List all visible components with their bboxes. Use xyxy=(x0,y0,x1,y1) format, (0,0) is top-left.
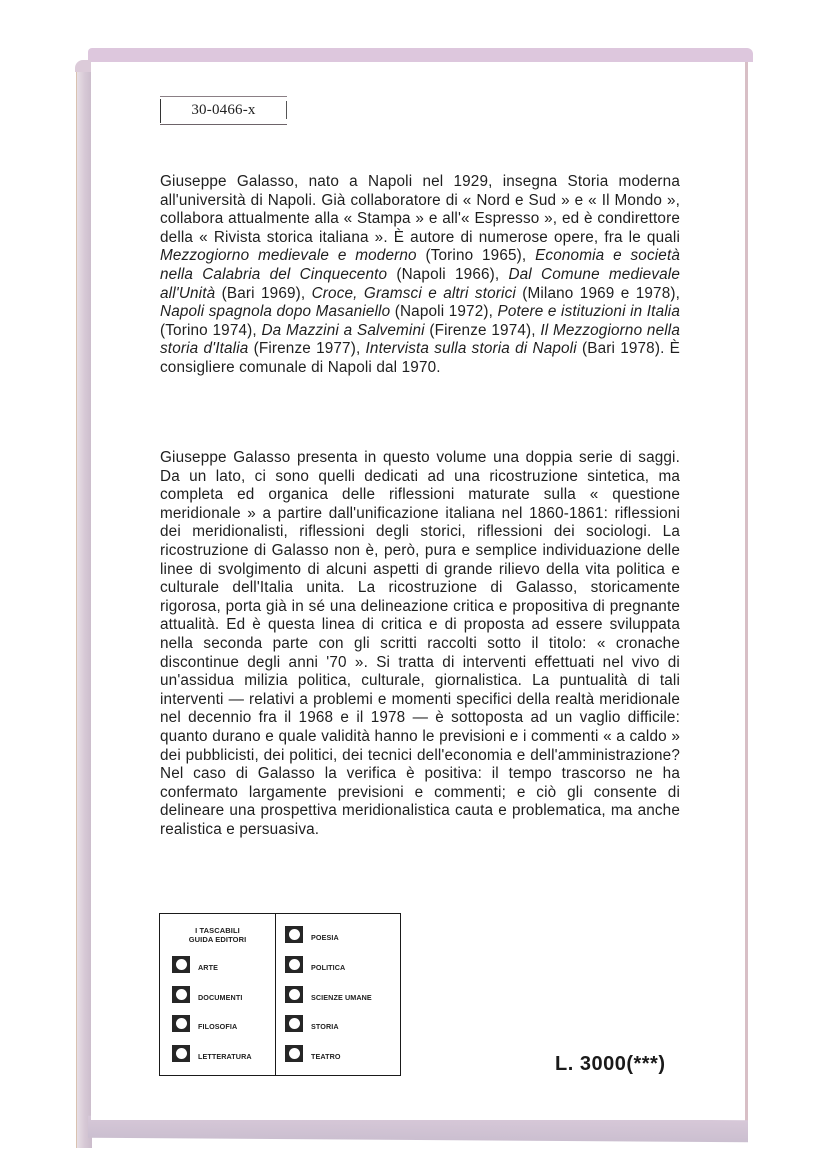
series-column-left xyxy=(160,914,276,1075)
code-box-left-rule xyxy=(160,99,161,123)
series-item-arte xyxy=(172,956,218,973)
book-spine-edge xyxy=(76,68,92,1148)
code-box-right-rule xyxy=(286,101,287,119)
price-label: L. 3000(***) xyxy=(555,1053,666,1075)
arte-logo-icon xyxy=(172,956,190,973)
bio-text: (Bari 1969), xyxy=(215,284,312,302)
book-title-italic: Da Mazzini a Salvemini xyxy=(261,321,425,339)
book-title-italic: Il Mezzogiorno nella storia d'Italia xyxy=(160,321,681,358)
bio-text: (Milano 1969 e 1978), xyxy=(515,284,680,302)
series-item-filosofia xyxy=(172,1015,237,1032)
series-item-teatro xyxy=(285,1045,341,1062)
book-title-italic: Potere e istituzioni in Italia xyxy=(497,303,680,321)
series-item-poesia xyxy=(285,926,339,943)
bio-text: (Napoli 1966), xyxy=(387,265,509,283)
catalog-code: 30-0466-x xyxy=(191,102,256,118)
book-title-italic: Dal Comune medievale all'Unità xyxy=(160,265,680,302)
bio-text: (Firenze 1977), xyxy=(248,340,366,358)
series-title xyxy=(160,926,275,944)
series-item-label: SCIENZE UMANE xyxy=(311,993,372,1002)
book-title-italic: Mezzogiorno medievale e moderno xyxy=(160,247,417,265)
book-right-edge xyxy=(745,62,748,1137)
series-item-label: FILOSOFIA xyxy=(198,1022,238,1031)
series-item-documenti xyxy=(172,986,242,1003)
catalog-code-box xyxy=(160,96,287,125)
letteratura-logo-icon xyxy=(172,1045,190,1062)
scienze-umane-logo-icon xyxy=(285,986,303,1003)
series-column-right xyxy=(276,914,400,1075)
series-item-letteratura xyxy=(172,1045,252,1062)
bio-text: (Firenze 1974), xyxy=(424,321,541,339)
book-cover-top-edge xyxy=(88,48,753,62)
storia-logo-icon xyxy=(285,1015,303,1032)
teatro-logo-icon xyxy=(285,1045,303,1062)
book-description-paragraph: Giuseppe Galasso presenta in questo volume una doppia serie di saggi. Da un lato, ci sono quelli dedicati ad una ricostruzione sintetica, ma completa ed organica delle riflessioni maturate sulla « questione meridionale » a partire dall'unificazione italiana nel 1860-1861: riflessioni dei meridionalisti, riflessioni degli storici, riflessioni dei sociologi. La ricostruzione di Galasso non è, però, pura e semplice individuazione delle linee di svolgimento di alcuni aspetti di grande rilievo della vita politica e culturale dell'Italia unita. La ricostruzione di Galasso, storicamente rigorosa, porta già in sé una delineazione critica e propositiva di pregnante attualità. Ed è questa linea di critica e di proposta ad essere sviluppata nella seconda parte con gli scritti raccolti sotto il titolo: « cronache discontinue degli anni '70 ». Si tratta di interventi effettuati nel vivo di un'assidua milizia politica, culturale, giornalistica. La puntualità di tali interventi — relativi a problemi e momenti specifici della realtà meridionale nel decennio fra il 1968 e il 1978 — è sottoposta ad un vaglio difficile: quanto durano e quale validità hanno le previsioni e i commenti « a caldo » dei pubblicisti, dei politici, dei tecnici dell'economia e dell'amministrazione? Nel caso di Galasso la verifica è positiva: il tempo trascorso ne ha confermato largamente previsioni e commenti; e ciò gli consente di delineare una prospettiva meridionalistica cauta e problematica, ma anche realistica e persuasiva. xyxy=(160,449,680,838)
series-title-line-1: I TASCABILI xyxy=(195,926,240,935)
book-title-italic: Napoli spagnola dopo Masaniello xyxy=(160,303,391,321)
filosofia-logo-icon xyxy=(172,1015,190,1032)
bio-text: Giuseppe Galasso, nato a Napoli nel 1929, insegna Storia moderna all'università di Napoli. Già collaboratore di « Nord e Sud » e « Il Mondo », collabora attualmente alla « Stampa » e all'« Espresso », ed è condirettore della « Rivista storica italiana ». È autore di numerose opere, fra le quali xyxy=(160,173,680,246)
bio-text: (Torino 1965), xyxy=(416,247,536,265)
documenti-logo-icon xyxy=(172,986,190,1003)
bio-text: (Napoli 1972), xyxy=(390,303,498,321)
series-item-storia xyxy=(285,1015,339,1032)
series-item-label: STORIA xyxy=(311,1022,339,1031)
series-list-box xyxy=(159,913,401,1076)
poesia-logo-icon xyxy=(285,926,303,943)
series-item-label: POLITICA xyxy=(311,963,346,972)
bio-text: (Bari 1978). È consigliere comunale di Napoli dal 1970. xyxy=(160,340,680,376)
book-title-italic: Intervista sulla storia di Napoli xyxy=(365,340,577,358)
politica-logo-icon xyxy=(285,956,303,973)
series-item-label: LETTERATURA xyxy=(198,1052,252,1061)
series-item-label: ARTE xyxy=(198,963,218,972)
series-item-label: TEATRO xyxy=(311,1052,341,1061)
book-title-italic: Croce, Gramsci e altri storici xyxy=(311,284,516,302)
series-title-line-2: GUIDA EDITORI xyxy=(188,935,247,944)
author-bio-paragraph xyxy=(160,173,680,378)
series-item-scienze-umane xyxy=(285,986,372,1003)
series-item-label: DOCUMENTI xyxy=(198,993,243,1002)
bio-text: (Torino 1974), xyxy=(160,321,262,339)
book-title-italic: Economia e società nella Calabria del Cinquecento xyxy=(160,247,681,283)
series-item-label: POESIA xyxy=(311,933,339,942)
series-item-politica xyxy=(285,956,345,973)
